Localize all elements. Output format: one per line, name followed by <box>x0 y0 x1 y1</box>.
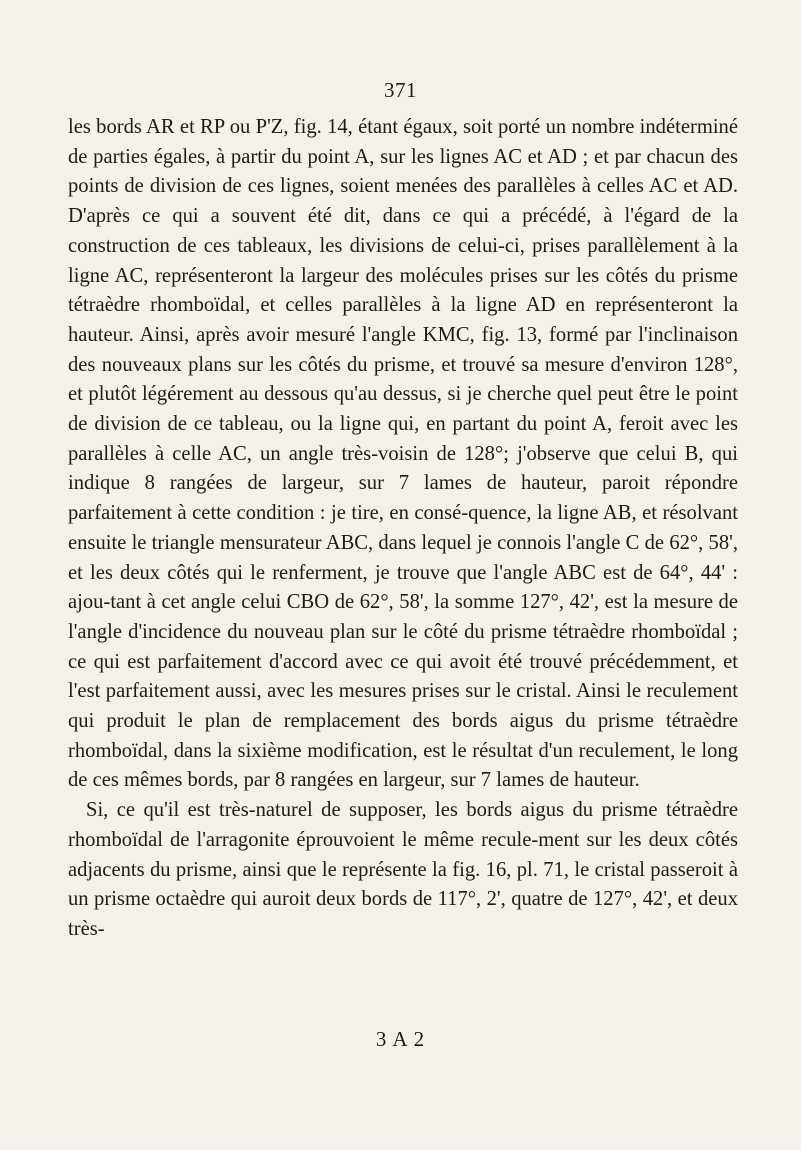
paragraph-1: les bords AR et RP ou P'Z, fig. 14, étant égaux, soit porté un nombre indéterminé de parties égales, à partir du point A, sur les lignes AC et AD ; et par chacun des points de division de ces lignes, soient menées des parallèles à celles AC et AD. D'après ce qui a souvent été dit, dans ce qui a précédé, à l'égard de la construction de ces tableaux, les divisions de celui-ci, prises parallèlement à la ligne AC, représenteront la largeur des molécules prises sur les côtés du prisme tétraèdre rhomboïdal, et celles parallèles à la ligne AD en représenteront la hauteur. Ainsi, après avoir mesuré l'angle KMC, fig. 13, formé par l'inclinaison des nouveaux plans sur les côtés du prisme, et trouvé sa mesure d'environ 128°, et plutôt légérement au dessous qu'au dessus, si je cherche quel peut être le point de division de ce tableau, ou la ligne qui, en partant du point A, feroit avec les parallèles à celle AC, un angle très-voisin de 128°; j'observe que celui B, qui indique 8 rangées de largeur, sur 7 lames de hauteur, paroit répondre parfaitement à cette condition : je tire, en consé-quence, la ligne AB, et résolvant ensuite le triangle mensurateur ABC, dans lequel je connois l'angle C de 62°, 58', et les deux côtés qui le renferment, je trouve que l'angle ABC est de 64°, 44' : ajou-tant à cet angle celui CBO de 62°, 58', la somme 127°, 42', est la mesure de l'angle d'incidence du nouveau plan sur le côté du prisme tétraèdre rhomboïdal ; ce qui est parfaitement d'accord avec ce qui avoit été trouvé précédemment, et l'est parfaitement aussi, avec les mesures prises sur le cristal. Ainsi le reculement qui produit le plan de remplacement des bords aigus du prisme tétraèdre rhomboïdal, dans la sixième modification, est le résultat d'un reculement, le long de ces mêmes bords, par 8 rangées en largeur, sur 7 lames de hauteur. <box>68 116 738 792</box>
page-number: 371 <box>384 78 417 102</box>
body-text <box>68 113 738 945</box>
printer-signature-mark: 3 A 2 <box>375 1027 426 1051</box>
paragraph-2: Si, ce qu'il est très-naturel de supposer, les bords aigus du prisme tétraèdre rhomboïdal de l'arragonite éprouvoient le même recule-ment sur les deux côtés adjacents du prisme, ainsi que le représente la fig. 16, pl. 71, le cristal passeroit à un prisme octaèdre qui auroit deux bords de 117°, 2', quatre de 127°, 42', et deux très- <box>68 799 738 940</box>
